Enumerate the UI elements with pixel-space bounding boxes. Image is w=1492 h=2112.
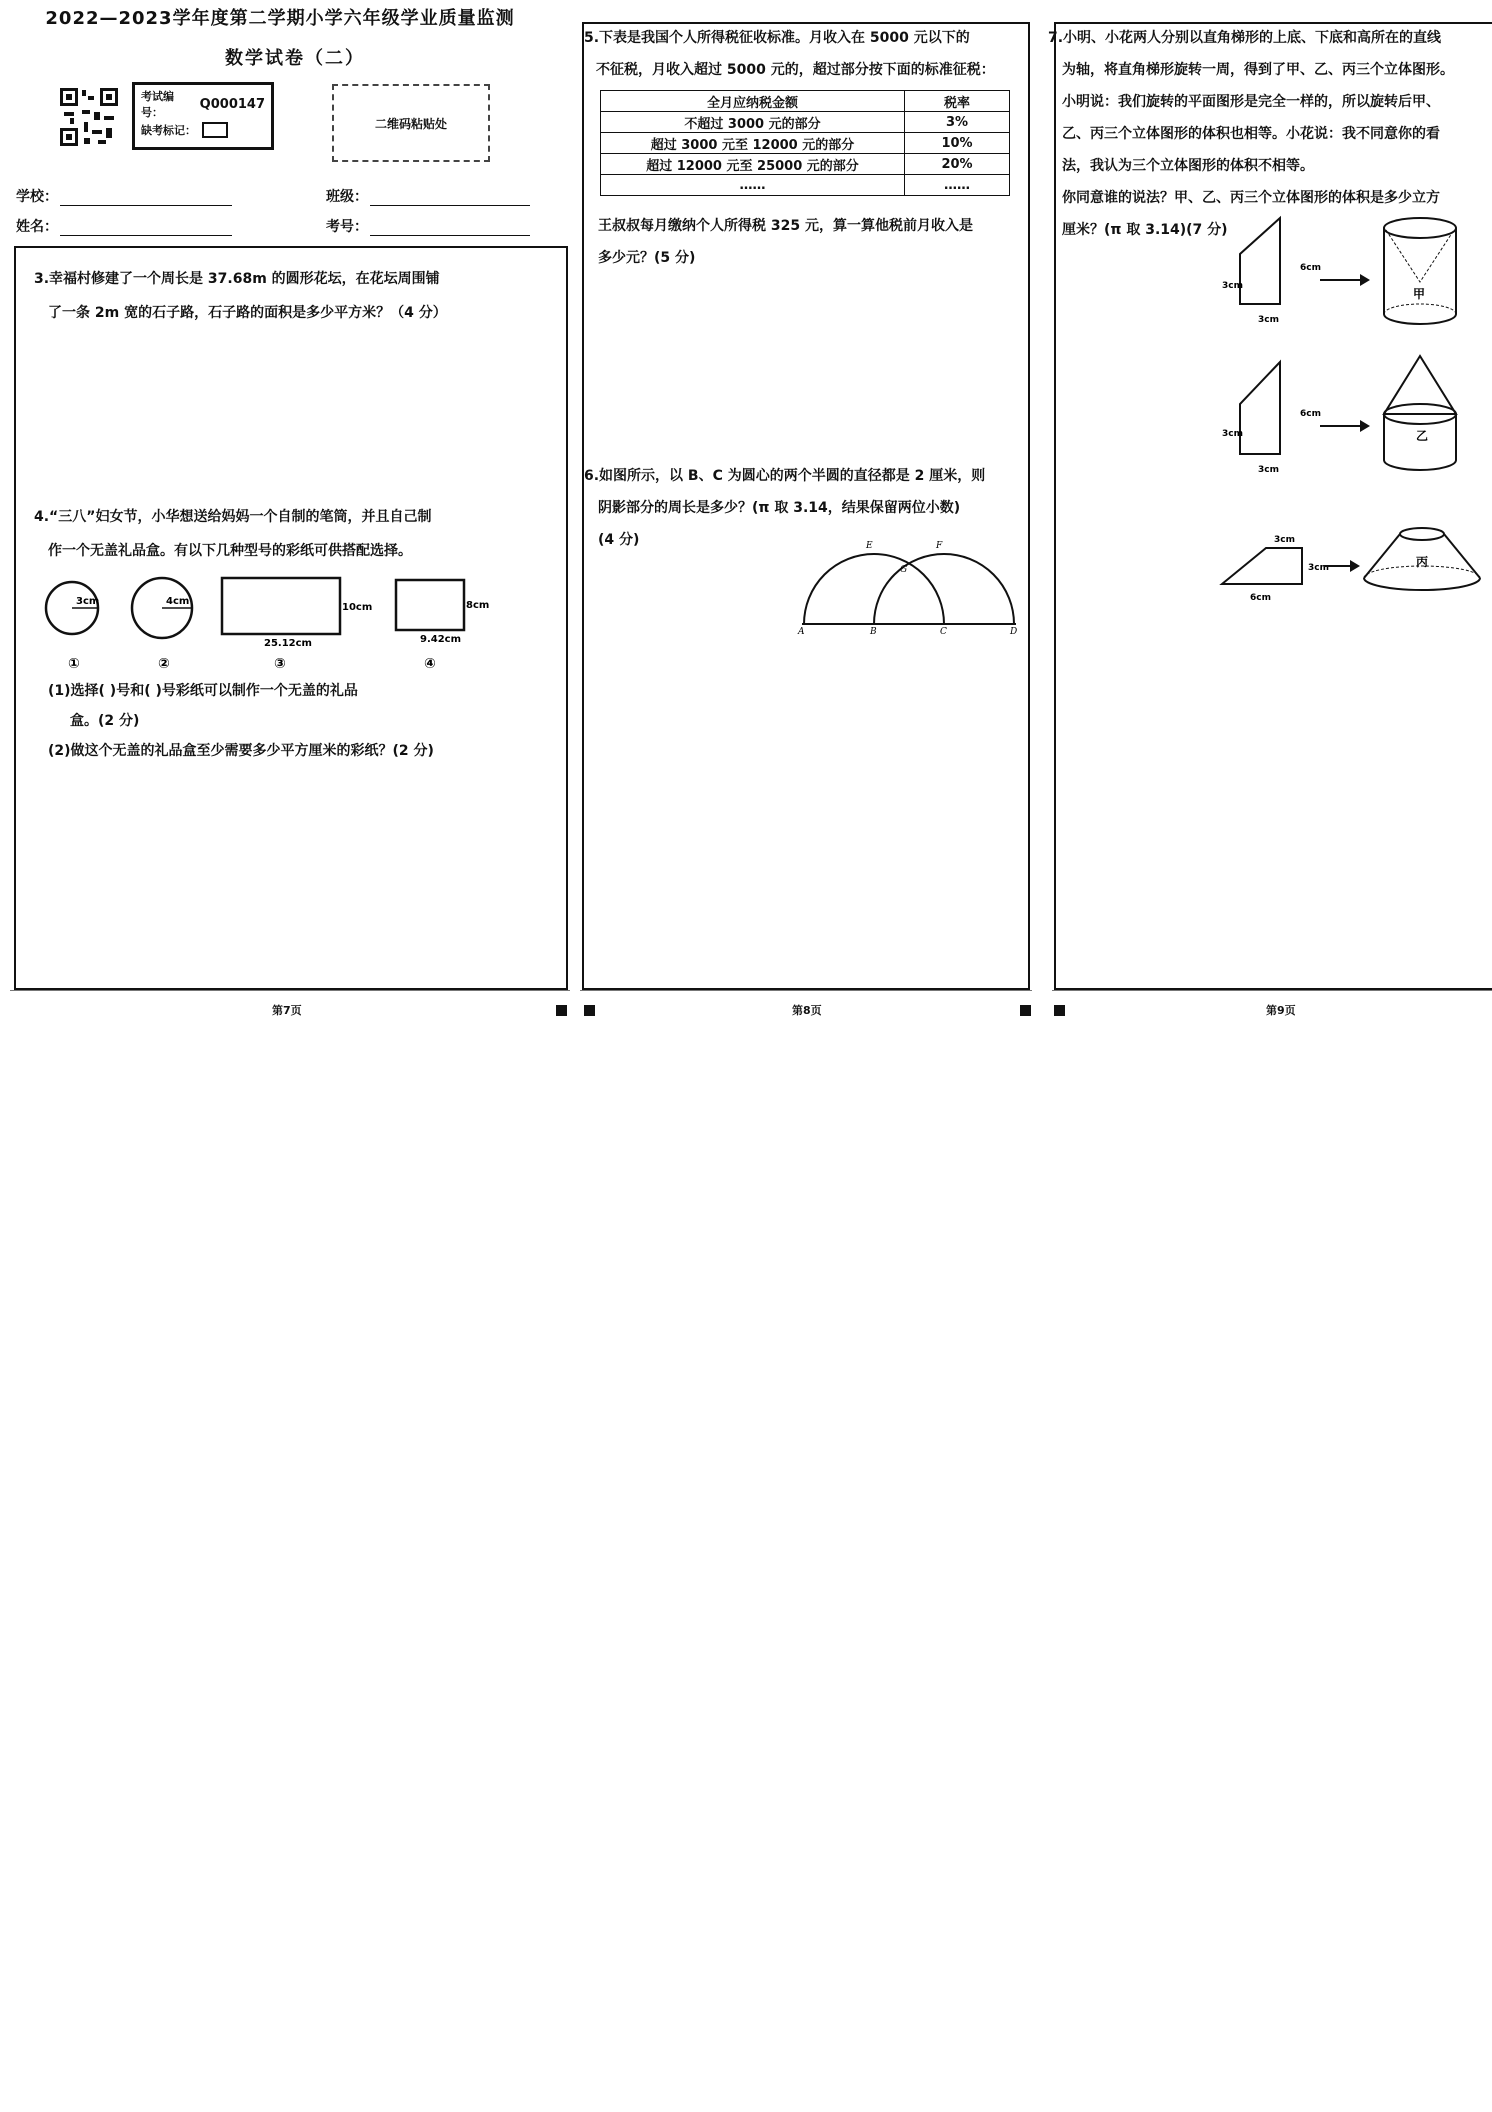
tax-cell: 3% bbox=[905, 112, 1010, 133]
paper-1-radius: 3cm bbox=[76, 596, 100, 607]
question-5 bbox=[584, 22, 995, 86]
qr-paste-label: 二维码粘贴处 bbox=[374, 116, 447, 131]
point-g: G bbox=[900, 565, 908, 575]
point-a: A bbox=[798, 627, 805, 634]
paper-4-width: 9.42cm bbox=[420, 634, 462, 645]
trap1-right-label: 6cm bbox=[1300, 263, 1321, 273]
trap1-left-label: 3cm bbox=[1222, 281, 1243, 291]
exam-id-label: 考号： bbox=[326, 219, 368, 235]
class-field[interactable] bbox=[326, 186, 530, 206]
name-label: 姓名： bbox=[16, 219, 58, 235]
table-row bbox=[601, 175, 1010, 196]
question-7 bbox=[1048, 22, 1454, 246]
page-number-9: 第9页 bbox=[1266, 1004, 1296, 1017]
trapezoid-2 bbox=[1240, 362, 1280, 454]
q6-line1: 6.如图所示，以 B、C 为圆心的两个半圆的直径都是 2 厘米，则 bbox=[584, 468, 986, 484]
q5-line4: 多少元？(5 分) bbox=[598, 250, 696, 266]
exam-subtitle: 数学试卷（二） bbox=[225, 48, 365, 69]
q7-line7: 厘米？(π 取 3.14)(7 分) bbox=[1062, 222, 1228, 238]
paper-4-height: 8cm bbox=[466, 600, 490, 611]
school-label: 学校： bbox=[16, 189, 58, 205]
q6-semicircles-figure bbox=[794, 534, 1022, 634]
point-e: E bbox=[866, 541, 873, 551]
tax-cell: 20% bbox=[905, 154, 1010, 175]
paper-4-rect bbox=[396, 580, 464, 630]
trap2-left-label: 3cm bbox=[1222, 429, 1243, 439]
paper-4-number: ④ bbox=[424, 656, 436, 672]
q7-line4: 乙、丙三个立体图形的体积也相等。小花说：我不同意你的看 bbox=[1062, 126, 1440, 142]
exam-id-field[interactable] bbox=[326, 216, 530, 236]
qr-code-icon bbox=[58, 86, 120, 148]
footer-rule bbox=[10, 990, 570, 991]
q4-sub1-line2: 盒。(2 分) bbox=[70, 713, 140, 729]
q3-line1: 3.幸福村修建了一个周长是 37.68m 的圆形花坛，在花坛周围铺 bbox=[34, 271, 440, 287]
paper-3-width: 25.12cm bbox=[264, 638, 312, 649]
trapezoid-1 bbox=[1240, 218, 1280, 304]
q4-line1: 4.“三八”妇女节，小华想送给妈妈一个自制的笔筒，并且自己制 bbox=[34, 509, 432, 525]
registration-mark-icon bbox=[1020, 1005, 1031, 1016]
registration-mark-icon bbox=[584, 1005, 595, 1016]
question-3 bbox=[34, 262, 447, 330]
point-b: B bbox=[870, 627, 877, 634]
exam-sheet bbox=[0, 0, 1492, 1017]
tax-table bbox=[600, 90, 1010, 196]
point-f: F bbox=[936, 541, 943, 551]
paper-3-rect bbox=[222, 578, 340, 634]
paper-1-number: ① bbox=[68, 656, 80, 672]
exam-number-box bbox=[132, 82, 274, 150]
point-c: C bbox=[940, 627, 947, 634]
solid-bing-label: 丙 bbox=[1416, 555, 1429, 569]
footer-rule bbox=[1052, 990, 1492, 991]
exam-number-value: Q000147 bbox=[199, 96, 265, 112]
q7-line5: 法，我认为三个立体图形的体积不相等。 bbox=[1062, 158, 1314, 174]
trap1-bottom-label: 3cm bbox=[1258, 315, 1279, 325]
tax-col-rate: 税率 bbox=[905, 91, 1010, 112]
name-field[interactable] bbox=[16, 216, 232, 236]
tax-cell: 超过 3000 元至 12000 元的部分 bbox=[601, 133, 905, 154]
question-4-sub bbox=[48, 676, 434, 766]
q4-sub1-line1: (1)选择( )号和( )号彩纸可以制作一个无盖的礼品 bbox=[48, 683, 358, 699]
trap2-bottom-label: 3cm bbox=[1258, 465, 1279, 475]
absence-mark-box[interactable] bbox=[202, 122, 228, 138]
paper-2-number: ② bbox=[158, 656, 170, 672]
q7-line2: 为轴，将直角梯形旋转一周，得到了甲、乙、丙三个立体图形。 bbox=[1062, 62, 1454, 78]
question-4 bbox=[34, 500, 431, 568]
trap3-top-label: 3cm bbox=[1274, 535, 1295, 545]
trapezoid-3 bbox=[1222, 548, 1302, 584]
arrow-right-icon bbox=[1350, 560, 1360, 572]
solid-jia-label: 甲 bbox=[1413, 287, 1426, 301]
page-number-8: 第8页 bbox=[792, 1004, 822, 1017]
tax-table-header bbox=[601, 91, 1010, 112]
paper-3-height: 10cm bbox=[342, 602, 373, 613]
page-number-7: 第7页 bbox=[272, 1004, 302, 1017]
class-label: 班级： bbox=[326, 189, 368, 205]
q5-line3: 王叔叔每月缴纳个人所得税 325 元，算一算他税前月收入是 bbox=[598, 218, 973, 234]
arrow-right-icon bbox=[1360, 420, 1370, 432]
footer-rule bbox=[580, 990, 1032, 991]
tax-col-amount: 全月应纳税金额 bbox=[601, 91, 905, 112]
arrow-right-icon bbox=[1360, 274, 1370, 286]
exam-number-label: 考试编号： bbox=[141, 90, 174, 119]
solid-yi-label: 乙 bbox=[1416, 429, 1429, 443]
absence-mark-label: 缺考标记： bbox=[141, 124, 196, 137]
registration-mark-icon bbox=[1054, 1005, 1065, 1016]
school-field[interactable] bbox=[16, 186, 232, 206]
q4-paper-shapes bbox=[36, 574, 506, 674]
q6-line2: 阴影部分的周长是多少？(π 取 3.14，结果保留两位小数) bbox=[598, 500, 961, 516]
q6-line3: (4 分) bbox=[598, 532, 640, 548]
q4-sub2: (2)做这个无盖的礼品盒至少需要多少平方厘米的彩纸？(2 分) bbox=[48, 743, 434, 759]
q4-line2: 作一个无盖礼品盒。有以下几种型号的彩纸可供搭配选择。 bbox=[48, 543, 412, 559]
q5-line2: 不征税，月收入超过 5000 元的，超过部分按下面的标准征税： bbox=[596, 62, 995, 78]
q3-line2: 了一条 2m 宽的石子路，石子路的面积是多少平方米？（4 分） bbox=[48, 305, 447, 321]
qr-paste-area bbox=[332, 84, 490, 162]
tax-cell: …… bbox=[905, 175, 1010, 196]
question-5-ask bbox=[598, 210, 973, 274]
tax-cell: 不超过 3000 元的部分 bbox=[601, 112, 905, 133]
paper-2-radius: 4cm bbox=[166, 596, 190, 607]
q5-line1: 5.下表是我国个人所得税征收标准。月收入在 5000 元以下的 bbox=[584, 30, 970, 46]
point-d: D bbox=[1010, 627, 1018, 634]
exam-title: 2022—2023学年度第二学期小学六年级学业质量监测 bbox=[45, 8, 515, 29]
q7-rotation-figures bbox=[1210, 214, 1492, 604]
paper-3-number: ③ bbox=[274, 656, 286, 672]
q7-line1: 7.小明、小花两人分别以直角梯形的上底、下底和高所在的直线 bbox=[1048, 30, 1442, 46]
trap2-right-label: 6cm bbox=[1300, 409, 1321, 419]
table-row bbox=[601, 112, 1010, 133]
tax-cell: 超过 12000 元至 25000 元的部分 bbox=[601, 154, 905, 175]
q7-line3: 小明说：我们旋转的平面图形是完全一样的，所以旋转后甲、 bbox=[1062, 94, 1440, 110]
tax-cell: 10% bbox=[905, 133, 1010, 154]
tax-cell: …… bbox=[601, 175, 905, 196]
table-row bbox=[601, 133, 1010, 154]
table-row bbox=[601, 154, 1010, 175]
trap3-bottom-label: 6cm bbox=[1250, 593, 1271, 603]
registration-mark-icon bbox=[556, 1005, 567, 1016]
q7-line6: 你同意谁的说法？甲、乙、丙三个立体图形的体积是多少立方 bbox=[1062, 190, 1440, 206]
trap3-side-label: 3cm bbox=[1308, 563, 1329, 573]
